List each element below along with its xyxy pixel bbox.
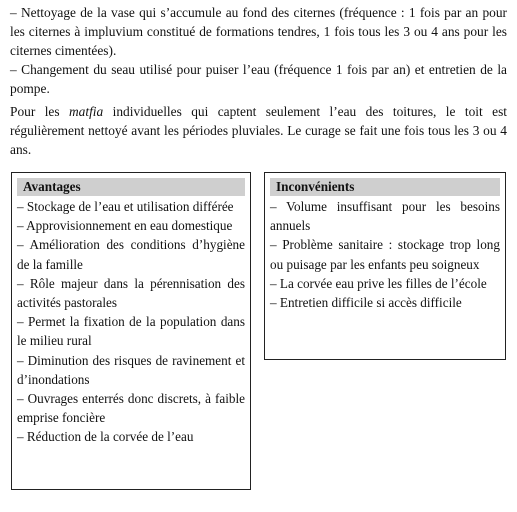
paragraph-bucket: – Changement du seau utilisé pour puiser l’eau (fréquence 1 fois par an) et entretien de la pompe. [10,62,507,96]
disadvantages-header: Inconvénients [270,178,500,196]
paragraph-cleaning: – Nettoyage de la vase qui s’accumule au fond des citernes (fréquence : 1 fois par an pour les citernes à impluvium constitué de formations tendres, 1 fois tous les 3 ou 4 ans pour les citernes cimentées). [10,5,507,58]
advantage-item: – Stockage de l’eau et utilisation différée [17,199,234,214]
disadvantage-item: – Problème sanitaire : stockage trop long ou puisage par les enfants peu soigneux [270,237,500,272]
paragraph-matfia-after: individuelles qui captent seulement l’eau des toitures, le toit est régulièrement nettoyé avant les périodes pluviales. Le curage se fait une fois tous les 3 ou 4 ans. [10,104,507,157]
disadvantage-item: – Volume insuffisant pour les besoins annuels [270,199,500,234]
disadvantages-box [264,172,506,360]
advantage-item: – Rôle majeur dans la pérennisation des activités pastorales [17,275,245,311]
body-text [10,3,507,159]
paragraph-matfia [10,102,507,159]
paragraph-matfia-before: Pour les [10,104,69,119]
advantages-header: Avantages [17,178,245,196]
advantage-item: – Amélioration des conditions d’hygiène de la famille [17,237,245,272]
disadvantage-item: – Entretien difficile si accès difficile [270,295,462,311]
advantage-item: – Diminution des risques de ravinement et d’inondations [17,352,245,387]
matfia-term: matfia [68,104,104,119]
advantage-item: – Réduction de la corvée de l’eau [17,429,194,445]
advantage-item: – Ouvrages enterrés donc discrets, à faible emprise foncière [17,391,245,426]
advantage-item: – Permet la fixation de la population dans le milieu rural [17,314,245,349]
advantages-box [11,172,251,490]
advantage-item: – Approvisionnement en eau domestique [17,218,233,234]
disadvantage-item: – La corvée eau prive les filles de l’école [270,275,487,291]
